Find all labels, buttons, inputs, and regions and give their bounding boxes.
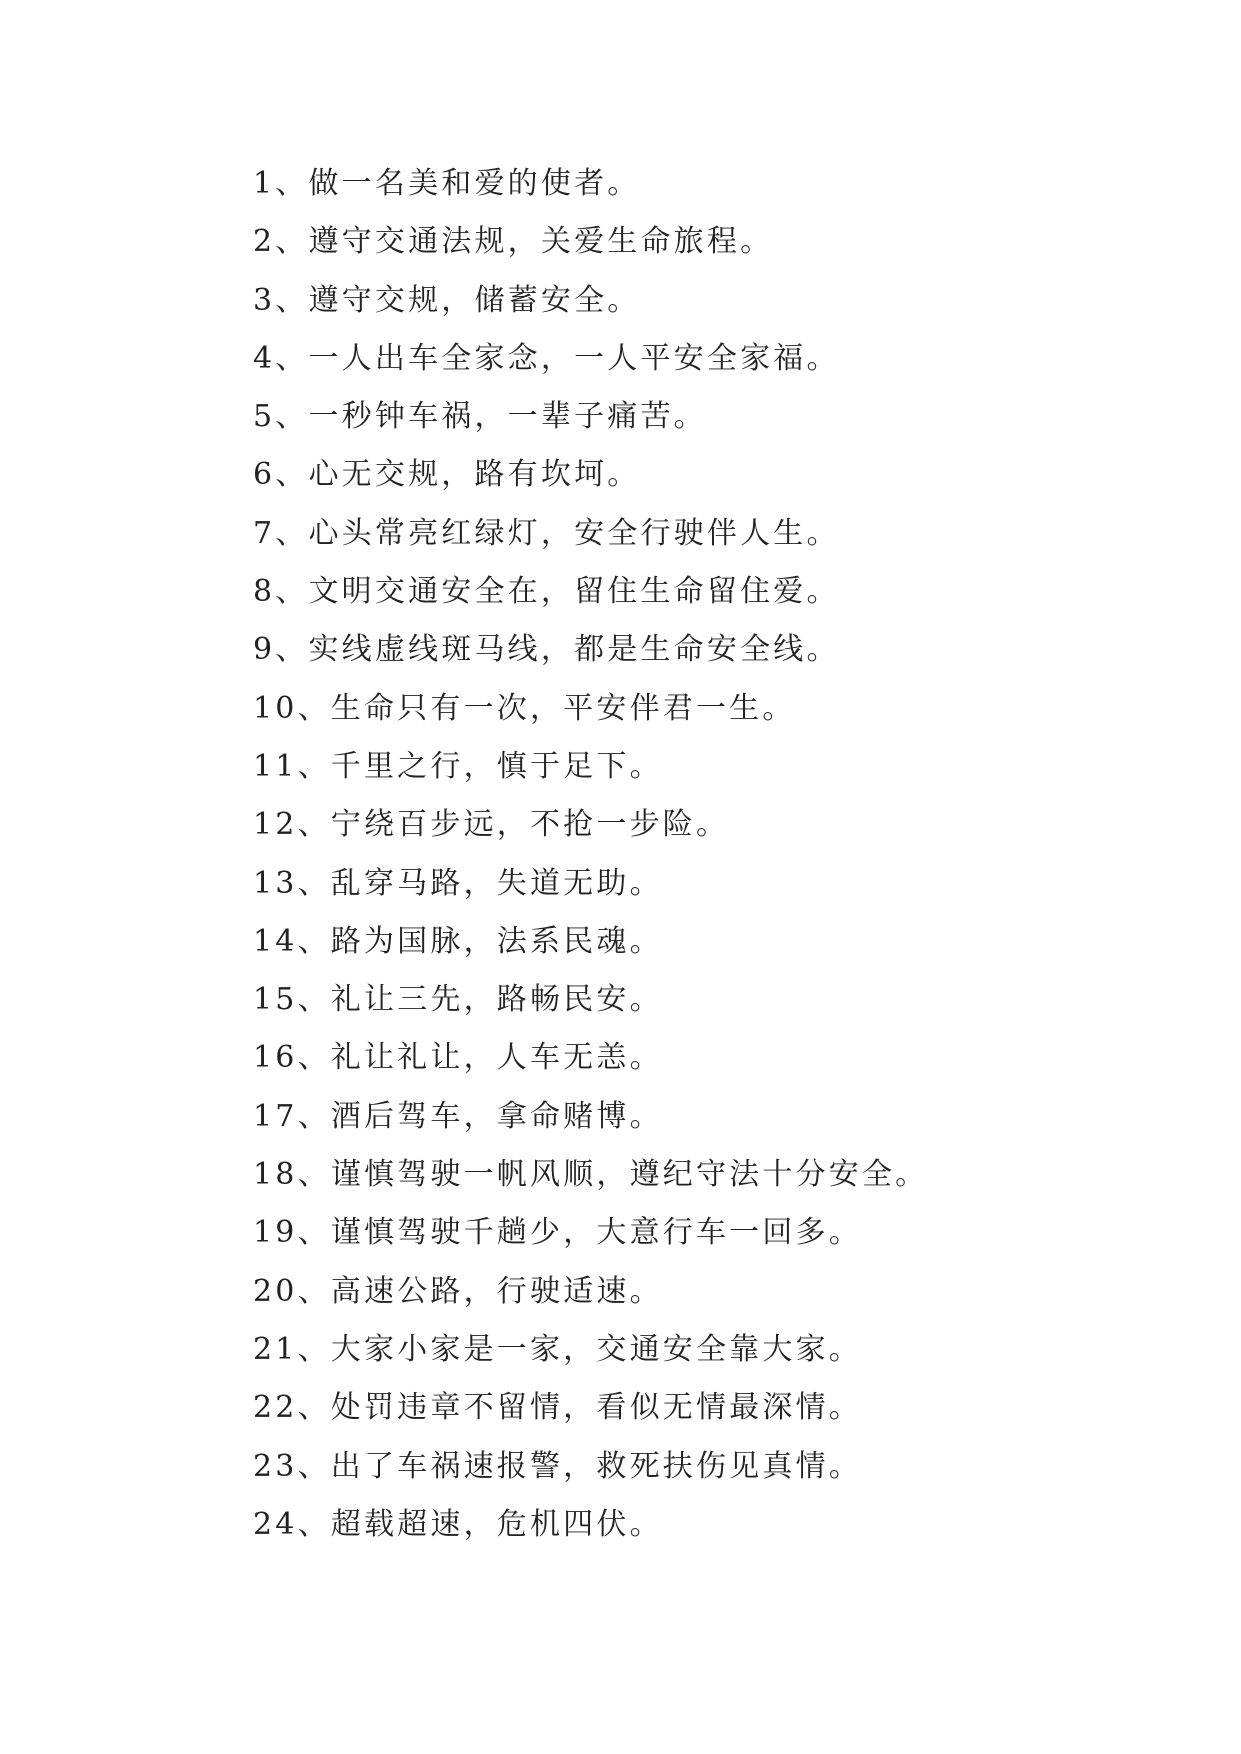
list-item: 12、宁绕百步远，不抢一步险。 bbox=[253, 807, 730, 843]
list-item: 6、心无交规，路有坎坷。 bbox=[253, 457, 641, 493]
list-item: 10、生命只有一次，平安伴君一生。 bbox=[253, 690, 796, 726]
list-item: 22、处罚违章不留情，看似无情最深情。 bbox=[253, 1390, 862, 1426]
list-item: 23、出了车祸速报警，救死扶伤见真情。 bbox=[253, 1448, 862, 1484]
list-item: 4、一人出车全家念，一人平安全家福。 bbox=[253, 340, 840, 376]
list-item: 7、心头常亮红绿灯，安全行驶伴人生。 bbox=[253, 515, 840, 551]
list-item: 1、做一名美和爱的使者。 bbox=[253, 166, 641, 201]
list-item: 8、文明交通安全在，留住生命留住爱。 bbox=[253, 574, 840, 610]
list-item: 20、高速公路，行驶适速。 bbox=[253, 1273, 663, 1309]
list-item: 9、实线虚线斑马线，都是生命安全线。 bbox=[253, 632, 840, 668]
list-item: 18、谨慎驾驶一帆风顺，遵纪守法十分安全。 bbox=[253, 1157, 929, 1193]
list-item: 16、礼让礼让，人车无恙。 bbox=[253, 1040, 663, 1076]
slogan-list bbox=[253, 155, 1153, 1554]
list-item: 15、礼让三先，路畅民安。 bbox=[253, 982, 663, 1018]
list-item: 21、大家小家是一家，交通安全靠大家。 bbox=[253, 1331, 862, 1367]
list-item: 17、酒后驾车，拿命赌博。 bbox=[253, 1098, 663, 1134]
list-item: 19、谨慎驾驶千趟少，大意行车一回多。 bbox=[253, 1215, 862, 1251]
list-item: 2、遵守交通法规，关爱生命旅程。 bbox=[253, 224, 774, 260]
list-item: 11、千里之行，慎于足下。 bbox=[253, 748, 663, 784]
list-item: 5、一秒钟车祸，一辈子痛苦。 bbox=[253, 399, 707, 435]
list-item: 3、遵守交规，储蓄安全。 bbox=[253, 282, 641, 318]
list-item: 14、路为国脉，法系民魂。 bbox=[253, 923, 663, 959]
list-item: 24、超载超速，危机四伏。 bbox=[253, 1506, 663, 1542]
list-item: 13、乱穿马路，失道无助。 bbox=[253, 865, 663, 901]
